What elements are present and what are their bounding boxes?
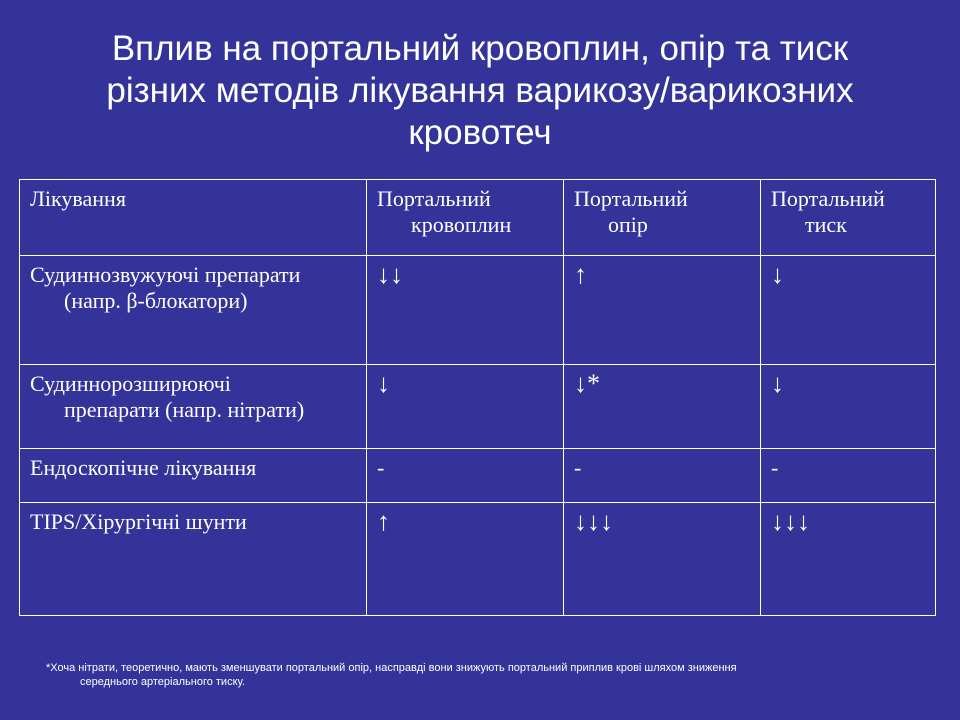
treatment-line1: Судиннорозширюючі <box>30 371 231 396</box>
portal-flow-value: - <box>367 449 564 503</box>
title-line-1: Вплив на портальний кровоплин, опір та тиск <box>111 29 849 68</box>
treatment-effects-table <box>19 179 936 616</box>
portal-flow-value: ↓ <box>367 365 564 449</box>
header-portal-flow <box>367 180 564 256</box>
portal-pressure-value: - <box>761 449 936 503</box>
treatment-cell <box>20 256 367 365</box>
portal-pressure-value: ↓ <box>761 365 936 449</box>
treatment-line2: препарати (напр. нітрати) <box>64 397 305 422</box>
portal-resistance-value: ↓* <box>564 365 761 449</box>
footnote-line2: середнього артеріального тиску. <box>80 676 245 688</box>
table-row <box>20 256 936 365</box>
portal-pressure-value: ↓↓↓ <box>761 503 936 616</box>
treatment-line1: TIPS/Хірургічні шунти <box>30 509 247 534</box>
header-portal-flow-line2: кровоплин <box>411 212 512 237</box>
header-portal-pressure <box>761 180 936 256</box>
treatment-line1: Ендоскопічне лікування <box>30 455 257 480</box>
treatment-cell <box>20 365 367 449</box>
footnote-line1: *Хоча нітрати, теоретично, мають зменшувати портальний опір, насправді вони знижують портальний приплив крові шляхом зниження <box>46 662 737 674</box>
footnote <box>46 661 906 689</box>
header-portal-pressure-line1: Портальний <box>771 186 885 211</box>
portal-resistance-value: ↑ <box>564 256 761 365</box>
table-row <box>20 365 936 449</box>
table-row <box>20 449 936 503</box>
header-portal-pressure-line2: тиск <box>805 212 847 237</box>
portal-flow-value: ↓↓ <box>367 256 564 365</box>
header-portal-resistance-line2: опір <box>608 212 648 237</box>
title-line-2: різних методів лікування варикозу/варикозних <box>106 71 854 110</box>
header-treatment <box>20 180 367 256</box>
table-header-row <box>20 180 936 256</box>
header-treatment-label: Лікування <box>30 186 126 211</box>
portal-resistance-value: - <box>564 449 761 503</box>
treatment-line2: (напр. β-блокатори) <box>64 288 248 313</box>
header-portal-resistance-line1: Портальний <box>574 186 688 211</box>
table-row <box>20 503 936 616</box>
title-line-3: кровотеч <box>408 113 552 152</box>
treatment-cell <box>20 503 367 616</box>
header-portal-resistance <box>564 180 761 256</box>
portal-flow-value: ↑ <box>367 503 564 616</box>
slide-title <box>40 28 920 154</box>
treatment-line1: Судиннозвужуючі препарати <box>30 262 301 287</box>
portal-resistance-value: ↓↓↓ <box>564 503 761 616</box>
treatment-cell <box>20 449 367 503</box>
portal-pressure-value: ↓ <box>761 256 936 365</box>
header-portal-flow-line1: Портальний <box>377 186 491 211</box>
